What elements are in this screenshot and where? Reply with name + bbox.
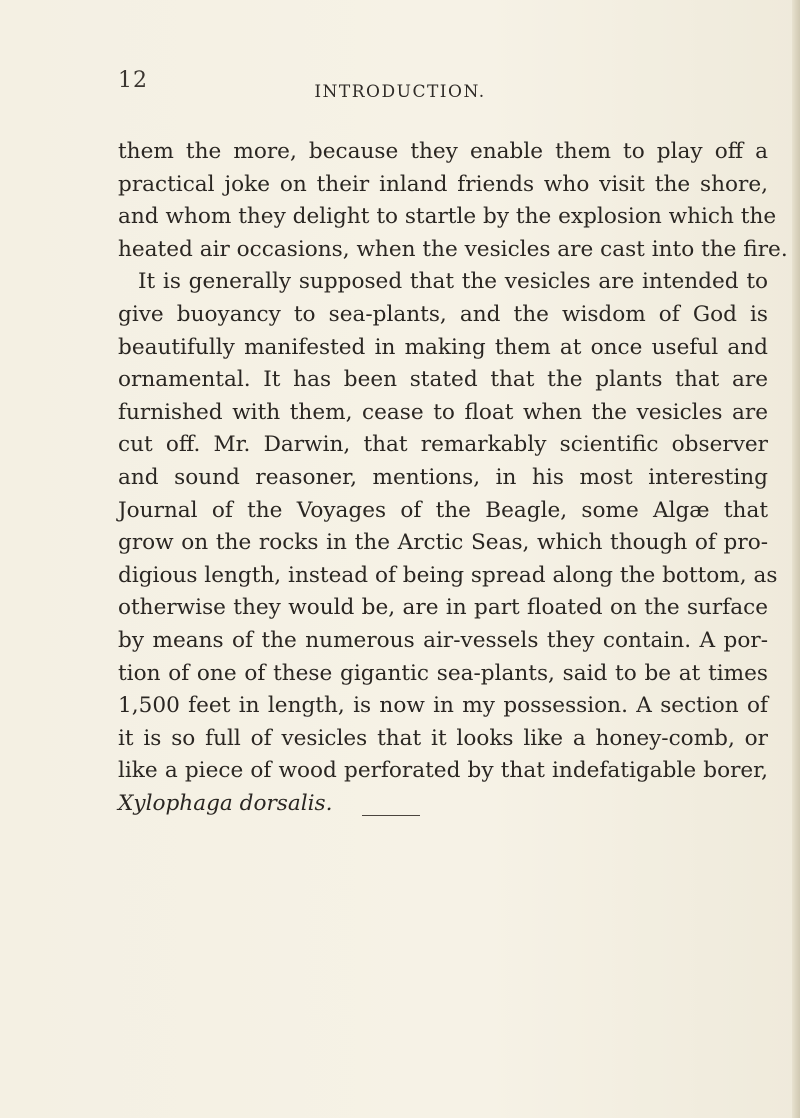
- text-line: practical joke on their inland friends who visit the shore,: [118, 171, 768, 197]
- text-line: digious length, instead of being spread along the bottom, as: [118, 562, 778, 588]
- body-text: [118, 136, 788, 820]
- text-line: otherwise they would be, are in part floated on the surface: [118, 595, 768, 621]
- text-line: heated air occasions, when the vesicles are cast into the fire.: [118, 236, 788, 262]
- text-line: grow on the rocks in the Arctic Seas, which though of pro-: [118, 530, 768, 556]
- species-name: Xylophaga dorsalis.: [118, 790, 333, 816]
- text-line: It is generally supposed that the vesicles are intended to: [138, 269, 768, 295]
- text-line: furnished with them, cease to float when the vesicles are: [118, 399, 768, 425]
- page-edge: [792, 0, 800, 1118]
- running-head: INTRODUCTION.: [314, 82, 486, 102]
- text-line: tion of one of these gigantic sea-plants, said to be at times: [118, 660, 768, 686]
- text-line: them the more, because they enable them to play off a: [118, 139, 768, 164]
- text-line: cut off. Mr. Darwin, that remarkably scientific observer: [118, 432, 768, 458]
- text-line: and whom they delight to startle by the explosion which the: [118, 204, 777, 230]
- text-line: ornamental. It has been stated that the plants that are: [118, 367, 768, 393]
- text-line: Journal of the Voyages of the Beagle, some Algæ that: [118, 497, 768, 523]
- section-end-rule: [362, 815, 420, 816]
- text-line: 1,500 feet in length, is now in my possession. A section of: [118, 693, 768, 719]
- text-line: and sound reasoner, mentions, in his most interesting: [118, 464, 768, 490]
- page-number: 12: [118, 68, 148, 93]
- text-line: like a piece of wood perforated by that indefatigable borer,: [118, 758, 768, 784]
- text-line: it is so full of vesicles that it looks like a honey-comb, or: [118, 725, 768, 751]
- text-line: give buoyancy to sea-plants, and the wisdom of God is: [118, 301, 768, 327]
- text-line: by means of the numerous air-vessels they contain. A por-: [118, 627, 768, 653]
- text-line: beautifully manifested in making them at once useful and: [118, 334, 768, 360]
